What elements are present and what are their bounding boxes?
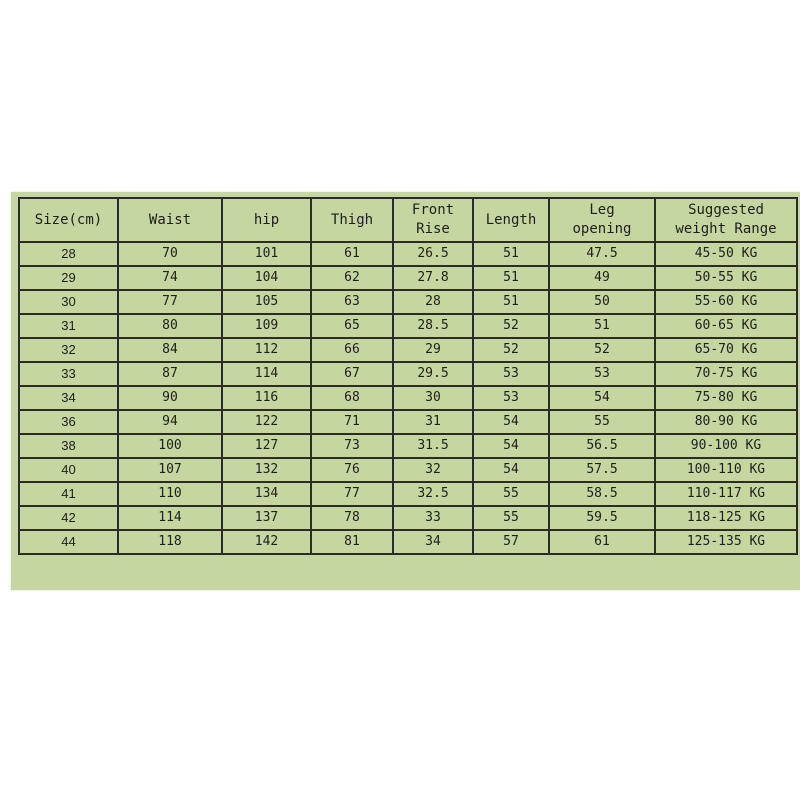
cell-thigh: 77 <box>311 482 393 506</box>
cell-waist: 70 <box>118 242 222 266</box>
header-hip: hip <box>222 198 311 242</box>
table-row <box>19 362 797 386</box>
cell-hip: 105 <box>222 290 311 314</box>
cell-front-rise: 34 <box>393 530 473 554</box>
cell-size: 30 <box>19 290 118 314</box>
cell-thigh: 62 <box>311 266 393 290</box>
cell-leg-opening: 49 <box>549 266 655 290</box>
cell-length: 54 <box>473 410 549 434</box>
table-row <box>19 530 797 554</box>
table-row <box>19 266 797 290</box>
cell-hip: 132 <box>222 458 311 482</box>
cell-front-rise: 31 <box>393 410 473 434</box>
cell-size: 31 <box>19 314 118 338</box>
cell-hip: 114 <box>222 362 311 386</box>
cell-front-rise: 30 <box>393 386 473 410</box>
cell-front-rise: 32.5 <box>393 482 473 506</box>
cell-length: 52 <box>473 314 549 338</box>
cell-leg-opening: 50 <box>549 290 655 314</box>
cell-waist: 77 <box>118 290 222 314</box>
cell-thigh: 81 <box>311 530 393 554</box>
cell-leg-opening: 55 <box>549 410 655 434</box>
cell-waist: 90 <box>118 386 222 410</box>
cell-weight-range: 90-100 KG <box>655 434 797 458</box>
cell-hip: 122 <box>222 410 311 434</box>
cell-size: 29 <box>19 266 118 290</box>
cell-front-rise: 33 <box>393 506 473 530</box>
cell-thigh: 71 <box>311 410 393 434</box>
cell-waist: 118 <box>118 530 222 554</box>
cell-hip: 134 <box>222 482 311 506</box>
cell-leg-opening: 56.5 <box>549 434 655 458</box>
cell-size: 42 <box>19 506 118 530</box>
header-waist: Waist <box>118 198 222 242</box>
cell-leg-opening: 59.5 <box>549 506 655 530</box>
cell-size: 40 <box>19 458 118 482</box>
cell-size: 44 <box>19 530 118 554</box>
cell-length: 54 <box>473 434 549 458</box>
header-leg-opening: Leg opening <box>549 198 655 242</box>
cell-thigh: 67 <box>311 362 393 386</box>
table-row <box>19 314 797 338</box>
table-body <box>19 242 797 554</box>
cell-thigh: 76 <box>311 458 393 482</box>
cell-hip: 137 <box>222 506 311 530</box>
cell-hip: 109 <box>222 314 311 338</box>
cell-hip: 104 <box>222 266 311 290</box>
cell-size: 28 <box>19 242 118 266</box>
size-chart-table <box>18 197 798 555</box>
cell-weight-range: 110-117 KG <box>655 482 797 506</box>
cell-weight-range: 55-60 KG <box>655 290 797 314</box>
cell-front-rise: 29 <box>393 338 473 362</box>
cell-length: 53 <box>473 362 549 386</box>
header-size: Size(cm) <box>19 198 118 242</box>
cell-length: 53 <box>473 386 549 410</box>
header-thigh: Thigh <box>311 198 393 242</box>
cell-length: 51 <box>473 242 549 266</box>
cell-waist: 94 <box>118 410 222 434</box>
cell-front-rise: 27.8 <box>393 266 473 290</box>
cell-waist: 110 <box>118 482 222 506</box>
cell-weight-range: 45-50 KG <box>655 242 797 266</box>
cell-waist: 84 <box>118 338 222 362</box>
cell-thigh: 68 <box>311 386 393 410</box>
cell-weight-range: 50-55 KG <box>655 266 797 290</box>
cell-size: 36 <box>19 410 118 434</box>
header-weight-range: Suggested weight Range <box>655 198 797 242</box>
table-row <box>19 242 797 266</box>
cell-leg-opening: 58.5 <box>549 482 655 506</box>
table-row <box>19 434 797 458</box>
cell-hip: 142 <box>222 530 311 554</box>
cell-weight-range: 60-65 KG <box>655 314 797 338</box>
cell-waist: 100 <box>118 434 222 458</box>
cell-weight-range: 100-110 KG <box>655 458 797 482</box>
table-row <box>19 386 797 410</box>
cell-length: 52 <box>473 338 549 362</box>
cell-thigh: 78 <box>311 506 393 530</box>
cell-front-rise: 31.5 <box>393 434 473 458</box>
cell-length: 54 <box>473 458 549 482</box>
cell-length: 55 <box>473 506 549 530</box>
cell-waist: 107 <box>118 458 222 482</box>
cell-hip: 112 <box>222 338 311 362</box>
table-row <box>19 458 797 482</box>
cell-leg-opening: 52 <box>549 338 655 362</box>
cell-front-rise: 32 <box>393 458 473 482</box>
cell-weight-range: 80-90 KG <box>655 410 797 434</box>
table-row <box>19 290 797 314</box>
cell-thigh: 63 <box>311 290 393 314</box>
cell-weight-range: 70-75 KG <box>655 362 797 386</box>
cell-front-rise: 26.5 <box>393 242 473 266</box>
cell-weight-range: 125-135 KG <box>655 530 797 554</box>
cell-weight-range: 65-70 KG <box>655 338 797 362</box>
cell-waist: 87 <box>118 362 222 386</box>
cell-front-rise: 28.5 <box>393 314 473 338</box>
header-front-rise: Front Rise <box>393 198 473 242</box>
cell-size: 41 <box>19 482 118 506</box>
cell-length: 57 <box>473 530 549 554</box>
cell-thigh: 61 <box>311 242 393 266</box>
cell-waist: 114 <box>118 506 222 530</box>
cell-leg-opening: 47.5 <box>549 242 655 266</box>
cell-leg-opening: 57.5 <box>549 458 655 482</box>
cell-size: 33 <box>19 362 118 386</box>
table-row <box>19 338 797 362</box>
cell-waist: 74 <box>118 266 222 290</box>
cell-weight-range: 118-125 KG <box>655 506 797 530</box>
cell-length: 51 <box>473 290 549 314</box>
cell-leg-opening: 61 <box>549 530 655 554</box>
table-row <box>19 410 797 434</box>
cell-leg-opening: 51 <box>549 314 655 338</box>
cell-thigh: 65 <box>311 314 393 338</box>
cell-hip: 116 <box>222 386 311 410</box>
cell-size: 38 <box>19 434 118 458</box>
cell-hip: 101 <box>222 242 311 266</box>
table-header-row <box>19 198 797 242</box>
table-row <box>19 506 797 530</box>
cell-hip: 127 <box>222 434 311 458</box>
cell-length: 51 <box>473 266 549 290</box>
cell-length: 55 <box>473 482 549 506</box>
cell-leg-opening: 53 <box>549 362 655 386</box>
cell-weight-range: 75-80 KG <box>655 386 797 410</box>
cell-size: 32 <box>19 338 118 362</box>
cell-thigh: 66 <box>311 338 393 362</box>
cell-front-rise: 28 <box>393 290 473 314</box>
cell-waist: 80 <box>118 314 222 338</box>
cell-leg-opening: 54 <box>549 386 655 410</box>
header-length: Length <box>473 198 549 242</box>
table-row <box>19 482 797 506</box>
cell-front-rise: 29.5 <box>393 362 473 386</box>
cell-thigh: 73 <box>311 434 393 458</box>
cell-size: 34 <box>19 386 118 410</box>
